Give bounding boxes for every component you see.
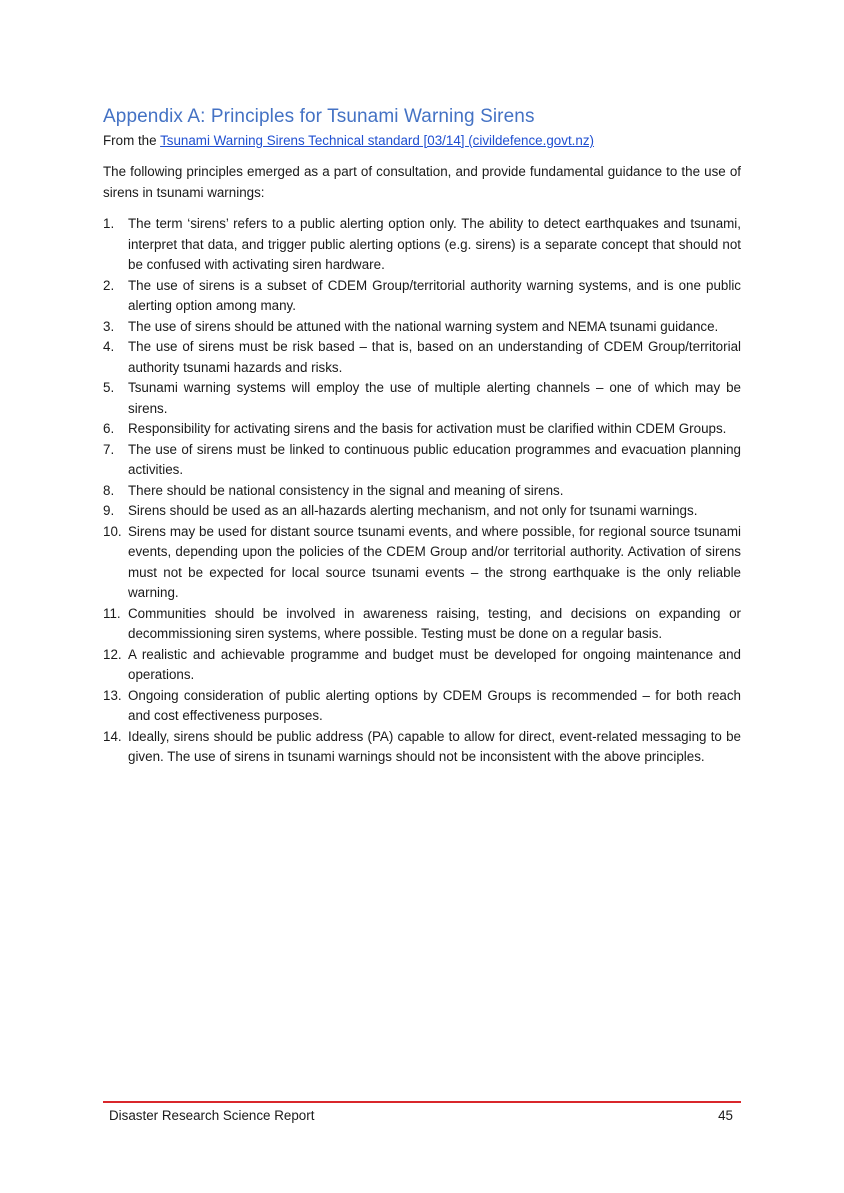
item-number: 10.: [103, 523, 122, 539]
item-number: 3.: [103, 318, 115, 334]
page-content: [103, 104, 741, 768]
item-text: Sirens may be used for distant source tsunami events, and where possible, for regional source tsunami events, depending upon the policies of the CDEM Group and/or territorial authority. Activation of sirens must not be expected for local source tsunami events – the strong earthquake is the only reliable warning.: [128, 523, 741, 600]
item-text: The term ‘sirens’ refers to a public alerting option only. The ability to detect earthquakes and tsunami, interpret that data, and trigger public alerting options (e.g. sirens) is a separate concept that should not be confused with activating siren hardware.: [128, 216, 741, 272]
list-item: [103, 501, 741, 522]
appendix-heading: Appendix A: Principles for Tsunami Warning Sirens: [103, 106, 535, 127]
list-item: [103, 276, 741, 317]
item-text: The use of sirens is a subset of CDEM Group/territorial authority warning systems, and is one public alerting option among many.: [128, 277, 741, 313]
item-text: Communities should be involved in awareness raising, testing, and decisions on expanding or decommissioning siren systems, where possible. Testing must be done on a regular basis.: [128, 605, 741, 641]
item-number: 7.: [103, 441, 115, 457]
intro-paragraph: The following principles emerged as a part of consultation, and provide fundamental guidance to the use of sirens in tsunami warnings:: [103, 164, 741, 200]
item-text: Responsibility for activating sirens and the basis for activation must be clarified within CDEM Groups.: [128, 421, 727, 436]
item-text: The use of sirens must be risk based – that is, based on an understanding of CDEM Group/territorial authority tsunami hazards and risks.: [128, 339, 741, 375]
item-text: A realistic and achievable programme and budget must be developed for ongoing maintenance and operations.: [128, 646, 741, 682]
item-number: 12.: [103, 646, 122, 662]
list-item: [103, 337, 741, 378]
list-item: [103, 727, 741, 768]
item-text: There should be national consistency in the signal and meaning of sirens.: [128, 482, 564, 498]
list-item: [103, 419, 741, 440]
source-line: [103, 132, 741, 150]
item-number: 6.: [103, 421, 115, 436]
list-item: [103, 317, 741, 338]
item-number: 9.: [103, 503, 115, 518]
item-number: 4.: [103, 339, 115, 354]
item-number: 1.: [103, 216, 115, 231]
standard-link[interactable]: Tsunami Warning Sirens Technical standard [03/14] (civildefence.govt.nz): [160, 133, 594, 148]
item-text: Tsunami warning systems will employ the use of multiple alerting channels – one of which may be sirens.: [128, 380, 741, 416]
item-number: 11.: [103, 605, 121, 621]
item-text: The use of sirens must be linked to continuous public education programmes and evacuation planning activities.: [128, 441, 741, 477]
list-item: [103, 645, 741, 686]
source-prefix: From the: [103, 133, 161, 148]
principles-list: [103, 214, 741, 768]
item-text: Sirens should be used as an all-hazards alerting mechanism, and not only for tsunami warnings.: [128, 503, 698, 518]
item-number: 14.: [103, 728, 122, 744]
list-item: [103, 214, 741, 276]
list-item: [103, 604, 741, 645]
list-item: [103, 440, 741, 481]
page-number: 45: [718, 1108, 733, 1123]
footer-title: Disaster Research Science Report: [109, 1108, 315, 1123]
list-item: [103, 686, 741, 727]
list-item: [103, 481, 741, 502]
list-item: [103, 522, 741, 604]
item-text: The use of sirens should be attuned with the national warning system and NEMA tsunami guidance.: [128, 318, 719, 334]
item-text: Ideally, sirens should be public address (PA) capable to allow for direct, event-related messaging to be given. The use of sirens in tsunami warnings should not be inconsistent with the above principles.: [128, 728, 741, 764]
item-text: Ongoing consideration of public alerting options by CDEM Groups is recommended – for both reach and cost effectiveness purposes.: [128, 687, 741, 723]
item-number: 13.: [103, 687, 122, 703]
page-footer: [103, 1101, 741, 1125]
item-number: 5.: [103, 380, 115, 395]
item-number: 2.: [103, 277, 115, 293]
item-number: 8.: [103, 482, 115, 498]
list-item: [103, 378, 741, 419]
